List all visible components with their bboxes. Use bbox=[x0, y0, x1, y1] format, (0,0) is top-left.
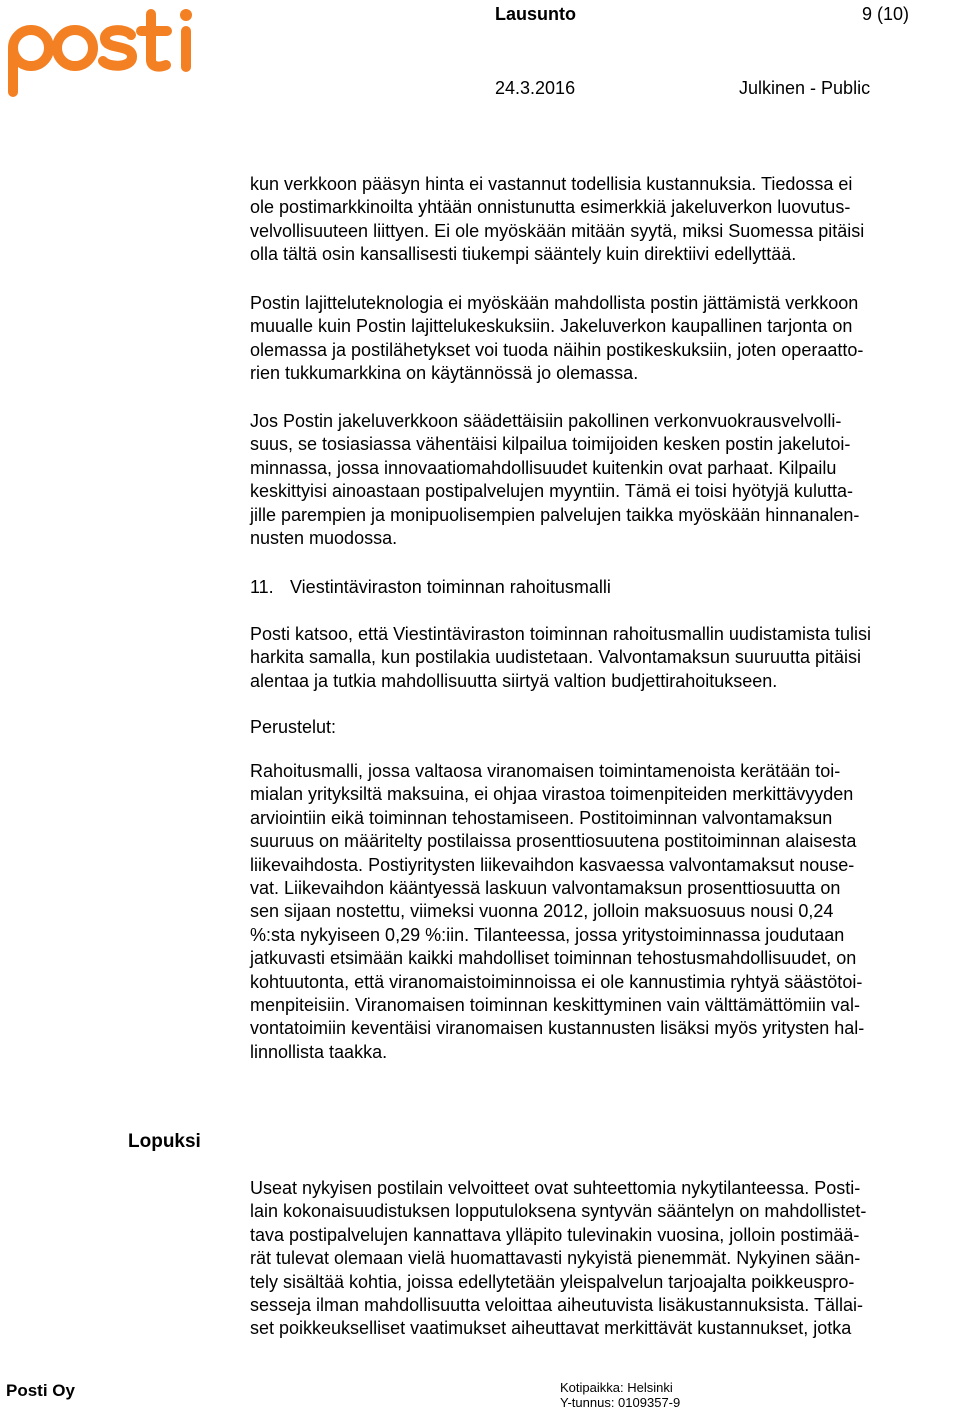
text-line: minnassa, jossa innovaatiomahdollisuudet kuitenkin ovat parhaat. Kilpailu bbox=[250, 457, 837, 478]
footer-company: Posti Oy bbox=[6, 1381, 75, 1400]
text-line: mialan yrityksiltä maksuina, ei ohjaa virastoa toimenpiteiden merkittävyyden bbox=[250, 784, 854, 805]
text-line: set poikkeukselliset vaatimukset aiheuttavat merkittävät kustannukset, jotka bbox=[250, 1318, 852, 1339]
text-line: keskittyisi ainoastaan postipalvelujen myyntiin. Tämä ei toisi hyötyjä kulutta- bbox=[250, 481, 853, 502]
document-type: Lausunto bbox=[495, 4, 576, 24]
posti-logo bbox=[4, 4, 198, 98]
text-line: sesseja ilman mahdollisuutta veloittaa aiheutuvista lisäkustannuksista. Tällai- bbox=[250, 1295, 863, 1316]
paragraph-5 bbox=[250, 760, 960, 1064]
text-line: Useat nykyisen postilain velvoitteet ovat suhteettomia nykytilanteessa. Posti- bbox=[250, 1178, 861, 1198]
lopuksi-heading: Lopuksi bbox=[128, 1131, 201, 1152]
text-line: vat. Liikevaihdon kääntyessä laskuun valvontamaksun prosenttiosuutta on bbox=[250, 878, 841, 899]
text-line: nusten muodossa. bbox=[250, 528, 398, 549]
text-line: jille parempien ja monipuolisempien palvelujen taikka myöskään hinnanalen- bbox=[250, 504, 860, 525]
text-line: Jos Postin jakeluverkkoon säädettäisiin pakollinen verkonvuokrausvelvolli- bbox=[250, 411, 842, 431]
page-number: 9 (10) bbox=[862, 4, 910, 24]
document-classification: Julkinen - Public bbox=[739, 78, 871, 98]
text-line: muualle kuin Postin lajittelukeskuksiin. Jakeluverkon kaupallinen tarjonta on bbox=[250, 316, 853, 337]
text-line: Rahoitusmalli, jossa valtaosa viranomaisen toimintamenoista kerätään toi- bbox=[250, 761, 841, 781]
text-line: Postin lajitteluteknologia ei myöskään mahdollista postin jättämistä verkkoon bbox=[250, 293, 859, 313]
text-line: suuruus on määritelty postilaissa prosenttiosuutena postitoiminnan alaisesta bbox=[250, 831, 857, 852]
footer-business-id: Y-tunnus: 0109357-9 bbox=[560, 1395, 681, 1410]
text-line: suus, se tosiasiassa vähentäisi kilpailua toimijoiden kesken postin jakelutoi- bbox=[250, 434, 851, 455]
paragraph-3 bbox=[250, 410, 960, 550]
text-line: %:sta nykyiseen 0,29 %:iin. Tilanteessa, jossa yritystoiminnassa joudutaan bbox=[250, 924, 845, 945]
text-line: jatkuvasti etsimään kaikki mahdolliset toiminnan tehostusmahdollisuudet, on bbox=[250, 948, 857, 969]
text-line: tely sisältää kohtia, joissa edellytetään yleispalvelun tarjoajalta poikkeuspro- bbox=[250, 1271, 855, 1292]
text-line: arviointiin eikä toiminnan tehostamiseen. Postitoiminnan valvontamaksun bbox=[250, 807, 833, 828]
paragraph-1 bbox=[250, 173, 960, 267]
text-line: lain kokonaisuudistuksen lopputuloksena syntyvän sääntelyn on mahdollistet- bbox=[250, 1201, 867, 1222]
text-line: vontatoimiin keventäisi viranomaisen kustannusten lisäksi myös yritysten hal- bbox=[250, 1018, 865, 1039]
text-line: harkita samalla, kun postilakia uudistetaan. Valvontamaksun suuruutta pitäisi bbox=[250, 647, 862, 668]
document-date: 24.3.2016 bbox=[495, 78, 576, 98]
text-line: tava postipalvelujen kannattava ylläpito tulevinakin vuosina, jolloin postimää- bbox=[250, 1224, 860, 1245]
text-line: sen sijaan nostettu, viimeksi vuonna 2012, jolloin maksuosuus nousi 0,24 bbox=[250, 901, 834, 922]
text-line: rien tukkumarkkina on käytännössä jo olemassa. bbox=[250, 363, 639, 384]
text-line: liikevaihdosta. Postiyritysten liikevaihdon kasvaessa valvontamaksut nouse- bbox=[250, 854, 855, 875]
text-line: kohtuutonta, että viranomaistoiminnoissa ei ole kannustimia ryhtyä säästötoi- bbox=[250, 971, 863, 992]
text-line: olemassa ja postilähetykset voi tuoda näihin postikeskuksiin, joten operaatto- bbox=[250, 339, 864, 360]
footer-domicile: Kotipaikka: Helsinki bbox=[560, 1380, 673, 1395]
text-line: rät tulevat olemaan vielä huomattavasti nykyistä pienemmät. Nykyinen sään- bbox=[250, 1248, 861, 1269]
text-line: velvollisuuteen liittyen. Ei ole myöskään mitään syytä, miksi Suomessa pitäisi bbox=[250, 220, 865, 241]
perustelut-label: Perustelut: bbox=[250, 717, 337, 737]
paragraph-4 bbox=[250, 623, 960, 693]
text-line: kun verkkoon pääsyn hinta ei vastannut todellisia kustannuksia. Tiedossa ei bbox=[250, 174, 853, 194]
text-line: ole postimarkkinoilta yhtään onnistunutta esimerkkiä jakeluverkon luovutus- bbox=[250, 197, 851, 218]
text-line: Posti katsoo, että Viestintäviraston toiminnan rahoitusmallin uudistamista tulisi bbox=[250, 624, 871, 644]
section-number: 11. bbox=[250, 577, 274, 597]
paragraph-2 bbox=[250, 292, 960, 386]
text-line: linnollista taakka. bbox=[250, 1041, 388, 1062]
section-title: Viestintäviraston toiminnan rahoitusmalli bbox=[290, 577, 611, 597]
text-line: alentaa ja tutkia mahdollisuutta siirtyä valtion budjettirahoitukseen. bbox=[250, 670, 778, 691]
text-line: olla tältä osin kansallisesti tiukempi sääntely kuin direktiivi edellyttää. bbox=[250, 244, 797, 265]
text-line: menpiteisiin. Viranomaisen toiminnan keskittyminen vain välttämättömiin val- bbox=[250, 995, 860, 1016]
paragraph-6 bbox=[250, 1177, 960, 1341]
